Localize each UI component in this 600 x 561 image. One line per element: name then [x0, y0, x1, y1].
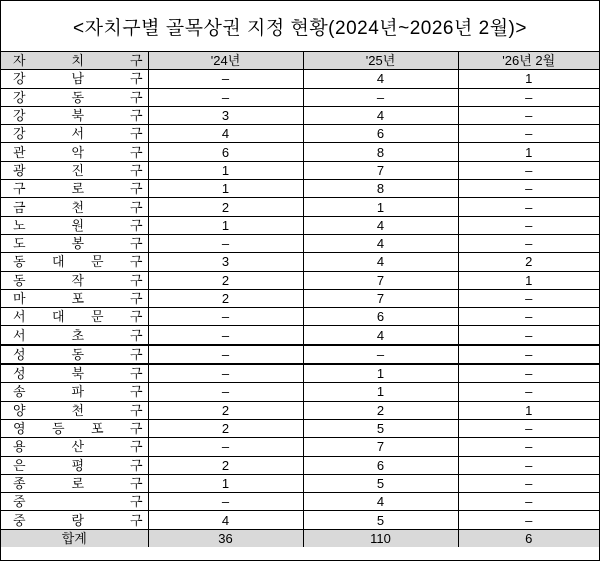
value-2026-feb: – — [458, 364, 599, 383]
value-2024: – — [148, 88, 303, 106]
table-row — [1, 289, 599, 307]
value-2024: 2 — [148, 401, 303, 419]
table-row — [1, 364, 599, 383]
district-char: 대 — [51, 309, 65, 325]
district-char: 도 — [13, 236, 26, 252]
district-char: 산 — [71, 439, 85, 455]
district-name — [1, 328, 148, 343]
district-name — [1, 71, 148, 86]
district-char: 성 — [13, 366, 26, 382]
table-body — [1, 70, 599, 529]
value-2024: – — [148, 308, 303, 326]
value-2026-feb: – — [458, 88, 599, 106]
district-name — [1, 218, 148, 233]
district-char: 구 — [129, 384, 143, 400]
value-2025: 4 — [303, 234, 458, 252]
district-char: 구 — [129, 53, 143, 69]
district-char: 구 — [129, 457, 143, 473]
value-2024: 6 — [148, 143, 303, 161]
district-char: 서 — [13, 309, 26, 325]
header-2024: '24년 — [148, 52, 303, 70]
district-cell — [1, 70, 148, 88]
district-char: 구 — [129, 236, 143, 252]
district-char: 진 — [71, 162, 85, 178]
value-2026-feb: – — [458, 493, 599, 511]
total-2026-feb: 6 — [458, 529, 599, 547]
district-char: 구 — [129, 162, 143, 178]
district-char: 파 — [71, 384, 85, 400]
value-2026-feb: – — [458, 106, 599, 124]
district-name — [1, 384, 148, 399]
district-cell — [1, 308, 148, 326]
district-char: 구 — [129, 366, 143, 382]
district-char: 구 — [129, 217, 143, 233]
value-2026-feb: 1 — [458, 143, 599, 161]
value-2025: 4 — [303, 326, 458, 345]
district-char: 구 — [129, 126, 143, 142]
district-cell — [1, 345, 148, 364]
district-cell — [1, 364, 148, 383]
district-char: 포 — [71, 291, 85, 306]
district-char: 구 — [129, 108, 143, 124]
table-row — [1, 474, 599, 492]
district-char: 북 — [71, 108, 85, 124]
table-row — [1, 401, 599, 419]
value-2025: 7 — [303, 271, 458, 289]
district-char: 은 — [13, 457, 26, 473]
district-char: 관 — [13, 144, 26, 160]
table-row — [1, 216, 599, 234]
value-2026-feb: – — [458, 474, 599, 492]
district-char: 중 — [13, 494, 26, 510]
district-char: 강 — [13, 89, 26, 105]
header-2026-feb: '26년 2월 — [458, 52, 599, 70]
table-row — [1, 345, 599, 364]
table-row — [1, 271, 599, 289]
value-2024: – — [148, 364, 303, 383]
value-2025: 8 — [303, 143, 458, 161]
header-district-spread — [1, 53, 148, 68]
value-2025: 6 — [303, 125, 458, 143]
district-char: 중 — [13, 512, 26, 528]
table-row — [1, 234, 599, 252]
value-2024: 2 — [148, 419, 303, 437]
value-2026-feb: – — [458, 198, 599, 216]
district-cell — [1, 161, 148, 179]
value-2025: 5 — [303, 511, 458, 529]
district-name — [1, 126, 148, 141]
value-2024: – — [148, 345, 303, 364]
district-cell — [1, 125, 148, 143]
value-2026-feb: – — [458, 438, 599, 456]
table-row — [1, 493, 599, 511]
value-2026-feb: – — [458, 456, 599, 474]
district-char: 구 — [129, 144, 143, 160]
table-row — [1, 161, 599, 179]
district-cell — [1, 198, 148, 216]
district-name — [1, 291, 148, 306]
header-row — [1, 52, 599, 70]
district-char: 구 — [129, 254, 143, 270]
table-row — [1, 198, 599, 216]
table-row — [1, 125, 599, 143]
value-2025: 2 — [303, 401, 458, 419]
value-2024: – — [148, 383, 303, 401]
value-2026-feb: – — [458, 308, 599, 326]
value-2026-feb: – — [458, 125, 599, 143]
value-2026-feb: 1 — [458, 70, 599, 88]
table-row — [1, 511, 599, 529]
value-2025: 1 — [303, 383, 458, 401]
district-char: 서 — [71, 126, 85, 142]
district-char: 광 — [13, 162, 26, 178]
district-char: 원 — [71, 217, 85, 233]
district-char: 종 — [13, 475, 26, 491]
value-2024: 1 — [148, 180, 303, 198]
district-cell — [1, 438, 148, 456]
district-cell — [1, 401, 148, 419]
district-char: 동 — [71, 89, 85, 105]
table-row — [1, 253, 599, 271]
district-char: 강 — [13, 126, 26, 142]
district-char: 구 — [129, 272, 143, 288]
value-2025: 5 — [303, 474, 458, 492]
district-char: 구 — [129, 475, 143, 491]
district-char: 치 — [71, 53, 85, 69]
district-char: 구 — [129, 291, 143, 306]
value-2025: 7 — [303, 438, 458, 456]
table-row — [1, 106, 599, 124]
district-name — [1, 90, 148, 105]
district-char: 대 — [51, 254, 65, 270]
district-cell — [1, 456, 148, 474]
district-cell — [1, 419, 148, 437]
district-char: 양 — [13, 402, 26, 418]
district-name — [1, 476, 148, 491]
value-2026-feb: – — [458, 234, 599, 252]
district-char: 구 — [129, 421, 143, 437]
district-char: 포 — [90, 421, 104, 437]
value-2024: 1 — [148, 474, 303, 492]
district-char: 평 — [71, 457, 85, 473]
district-char: 구 — [129, 346, 143, 362]
district-char: 구 — [129, 402, 143, 418]
table-row — [1, 383, 599, 401]
district-char: 등 — [51, 421, 65, 437]
district-char: 구 — [129, 71, 143, 87]
district-name — [1, 366, 148, 381]
value-2025: 7 — [303, 161, 458, 179]
value-2025: 4 — [303, 70, 458, 88]
value-2026-feb: – — [458, 180, 599, 198]
district-cell — [1, 383, 148, 401]
table-row — [1, 326, 599, 345]
district-cell — [1, 493, 148, 511]
table-row — [1, 180, 599, 198]
district-char: 강 — [13, 108, 26, 124]
document-title: <자치구별 골목상권 지정 현황(2024년~2026년 2월)> — [1, 1, 599, 52]
table-row — [1, 308, 599, 326]
value-2025: 5 — [303, 419, 458, 437]
district-name — [1, 200, 148, 215]
value-2026-feb: 1 — [458, 401, 599, 419]
district-name — [1, 403, 148, 418]
value-2024: – — [148, 493, 303, 511]
district-char: 송 — [13, 384, 26, 400]
value-2024: 2 — [148, 198, 303, 216]
district-char: 구 — [129, 512, 143, 528]
value-2025: – — [303, 88, 458, 106]
value-2024: 3 — [148, 106, 303, 124]
table-row — [1, 70, 599, 88]
total-row — [1, 529, 599, 547]
district-name — [1, 181, 148, 196]
value-2024: 3 — [148, 253, 303, 271]
district-name — [1, 513, 148, 528]
district-name — [1, 439, 148, 454]
district-name — [1, 458, 148, 473]
header-2025: '25년 — [303, 52, 458, 70]
total-label: 합계 — [1, 529, 148, 547]
value-2024: – — [148, 234, 303, 252]
value-2026-feb: – — [458, 511, 599, 529]
district-cell — [1, 289, 148, 307]
district-name — [1, 273, 148, 288]
district-cell — [1, 253, 148, 271]
value-2024: – — [148, 438, 303, 456]
district-char: 구 — [13, 181, 26, 197]
district-cell — [1, 234, 148, 252]
value-2026-feb: – — [458, 383, 599, 401]
district-char: 마 — [13, 291, 26, 306]
table-row — [1, 88, 599, 106]
value-2026-feb: – — [458, 289, 599, 307]
district-char: 봉 — [71, 236, 85, 252]
value-2026-feb: – — [458, 345, 599, 364]
district-cell — [1, 106, 148, 124]
district-name — [1, 309, 148, 324]
district-char: 노 — [13, 217, 26, 233]
value-2026-feb: 1 — [458, 271, 599, 289]
district-char: 로 — [71, 475, 85, 491]
district-char: 동 — [13, 254, 26, 270]
district-char: 천 — [71, 402, 85, 418]
district-name — [1, 254, 148, 269]
district-char: 구 — [129, 327, 143, 343]
district-name — [1, 163, 148, 178]
header-district — [1, 52, 148, 70]
value-2026-feb: – — [458, 161, 599, 179]
district-char: 자 — [13, 53, 26, 69]
district-cell — [1, 216, 148, 234]
district-cell — [1, 88, 148, 106]
table-row — [1, 438, 599, 456]
district-cell — [1, 511, 148, 529]
value-2024: 1 — [148, 161, 303, 179]
value-2024: 2 — [148, 271, 303, 289]
district-cell — [1, 143, 148, 161]
value-2024: 1 — [148, 216, 303, 234]
district-char: 구 — [129, 439, 143, 455]
district-name — [1, 421, 148, 436]
district-char: 구 — [129, 199, 143, 215]
value-2025: 8 — [303, 180, 458, 198]
value-2024: 4 — [148, 125, 303, 143]
district-char: 서 — [13, 327, 26, 343]
district-cell — [1, 474, 148, 492]
value-2025: 1 — [303, 364, 458, 383]
value-2025: 7 — [303, 289, 458, 307]
district-name — [1, 347, 148, 362]
district-char: 강 — [13, 71, 26, 87]
district-name — [1, 236, 148, 251]
value-2025: 4 — [303, 253, 458, 271]
district-cell — [1, 180, 148, 198]
value-2024: 2 — [148, 456, 303, 474]
district-char: 작 — [71, 272, 85, 288]
district-char: 동 — [13, 272, 26, 288]
district-char: 문 — [90, 254, 104, 270]
value-2024: 4 — [148, 511, 303, 529]
district-designation-table — [1, 52, 599, 547]
district-char: 남 — [71, 71, 85, 87]
district-char: 동 — [71, 346, 85, 362]
value-2026-feb: – — [458, 326, 599, 345]
value-2026-feb: – — [458, 216, 599, 234]
value-2025: 4 — [303, 216, 458, 234]
value-2024: – — [148, 70, 303, 88]
district-name — [1, 145, 148, 160]
district-char: 구 — [129, 89, 143, 105]
value-2025: 6 — [303, 456, 458, 474]
district-char: 구 — [129, 181, 143, 197]
district-char: 북 — [71, 366, 85, 382]
value-2025: – — [303, 345, 458, 364]
value-2025: 4 — [303, 106, 458, 124]
district-name — [1, 108, 148, 123]
district-char: 악 — [71, 144, 85, 160]
district-cell — [1, 326, 148, 345]
table-row — [1, 143, 599, 161]
district-char: 천 — [71, 199, 85, 215]
district-char: 금 — [13, 199, 26, 215]
value-2025: 4 — [303, 493, 458, 511]
district-name — [1, 494, 148, 509]
district-char: 성 — [13, 346, 26, 362]
table-row — [1, 456, 599, 474]
total-2025: 110 — [303, 529, 458, 547]
district-char: 로 — [71, 181, 85, 197]
value-2026-feb: 2 — [458, 253, 599, 271]
district-char: 랑 — [71, 512, 85, 528]
district-char: 초 — [71, 327, 85, 343]
district-char: 문 — [90, 309, 104, 325]
table-row — [1, 419, 599, 437]
district-char: 구 — [129, 494, 143, 510]
district-char: 영 — [13, 421, 26, 437]
value-2024: – — [148, 326, 303, 345]
district-char: 구 — [129, 309, 143, 325]
district-char: 용 — [13, 439, 26, 455]
value-2026-feb: – — [458, 419, 599, 437]
value-2025: 6 — [303, 308, 458, 326]
district-cell — [1, 271, 148, 289]
total-2024: 36 — [148, 529, 303, 547]
value-2025: 1 — [303, 198, 458, 216]
value-2024: 2 — [148, 289, 303, 307]
